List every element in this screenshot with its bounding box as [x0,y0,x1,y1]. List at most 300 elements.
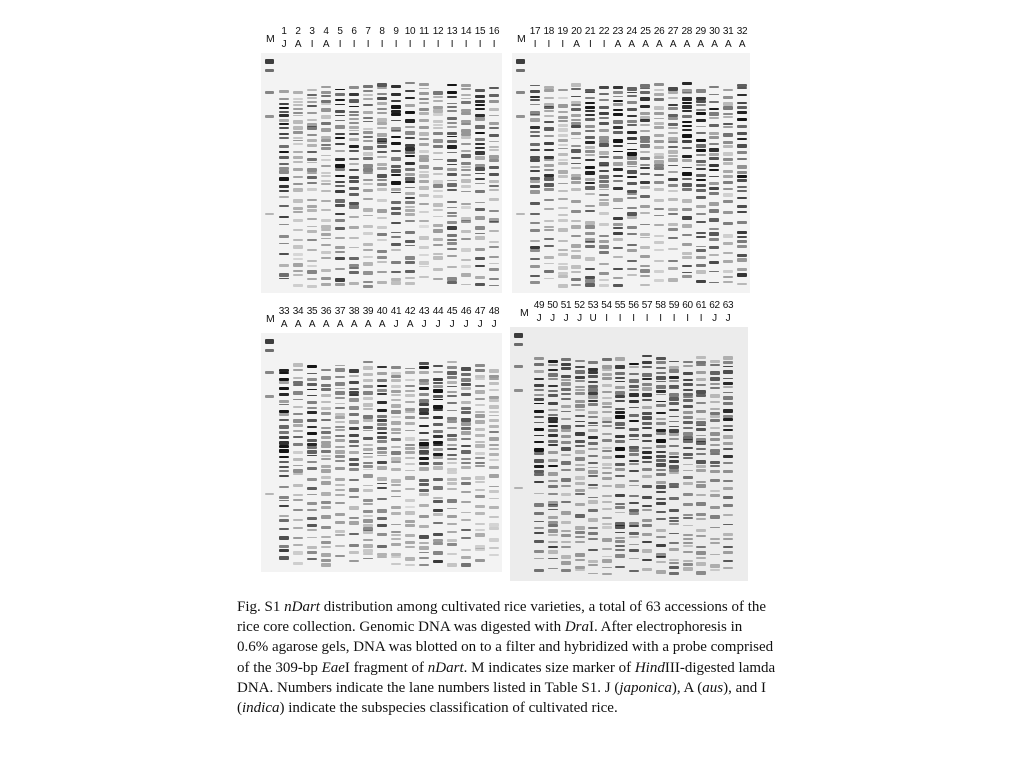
dna-band [558,139,568,142]
dna-band [279,145,289,148]
dna-band [654,279,664,283]
dna-band [737,158,747,160]
dna-band [656,491,666,494]
lane-subspecies: J [577,313,582,324]
dna-band [571,138,581,140]
dna-band [530,249,540,252]
sample-lane [599,53,609,293]
sample-lane [682,53,692,293]
dna-band [475,505,485,509]
dna-band [307,139,317,142]
dna-band [575,531,585,534]
dna-band [585,110,595,112]
dna-band [575,493,585,496]
dna-band [475,283,485,287]
dna-band [654,122,664,125]
dna-band [668,158,678,162]
dna-band [461,273,471,277]
dna-band [640,186,650,189]
dna-band [349,517,359,519]
dna-band [475,481,485,483]
dna-band [723,378,733,380]
dna-band [405,111,415,114]
dna-band [656,485,666,489]
lane-number: 17 [529,26,541,37]
dna-band [475,465,485,467]
dna-band [534,473,544,476]
dna-band [321,190,331,193]
dna-band [391,484,401,486]
dna-band [279,496,289,499]
dna-band [737,245,747,248]
dna-band [696,518,706,520]
dna-band [696,371,706,374]
dna-band [475,495,485,498]
dna-band [737,240,747,242]
dna-band [433,113,443,117]
dna-band [561,429,571,433]
dna-band [447,434,457,436]
dna-band [461,519,471,522]
dna-band [654,235,664,237]
dna-band [682,275,692,278]
dna-band [419,479,429,482]
dna-band [405,192,415,196]
dna-band [561,375,571,378]
dna-band [419,254,429,256]
dna-band [461,238,471,241]
dna-band [656,544,666,546]
dna-band [558,275,568,277]
dna-band [279,264,289,267]
dna-band [293,284,303,288]
dna-band [723,470,733,473]
dna-band [669,456,679,458]
dna-band [461,259,471,261]
dna-band [377,461,387,464]
dna-band [447,361,457,363]
dna-band [475,476,485,480]
dna-band [461,378,471,381]
dna-band [433,513,443,517]
dna-band [683,396,693,398]
lane-subspecies: I [380,39,384,50]
dna-band [349,169,359,171]
dna-band [709,246,719,249]
dna-band [433,399,443,401]
dna-band [489,459,499,461]
sample-lane [668,53,678,293]
dna-band [534,384,544,387]
dna-band [419,467,429,471]
dna-band [447,471,457,474]
dna-band [349,445,359,447]
dna-band [599,143,609,147]
dna-band [391,113,401,116]
dna-band [575,468,585,471]
dna-band [682,134,692,138]
dna-band [627,260,637,262]
dna-band [696,119,706,122]
dna-band [530,131,540,133]
dna-band [640,88,650,90]
sample-lane [391,333,401,572]
dna-band [656,372,666,375]
dna-band [293,168,303,171]
dna-band [307,188,317,191]
dna-band [599,235,609,237]
dna-band [489,159,499,163]
dna-band [571,157,581,159]
dna-band [433,91,443,95]
dna-band [530,143,540,146]
dna-band [279,381,289,383]
dna-band [363,215,373,217]
dna-band [709,132,719,136]
dna-band [530,202,540,206]
dna-band [461,143,471,146]
dna-band [575,366,585,368]
dna-band [599,199,609,201]
dna-band [642,447,652,449]
dna-band [737,111,747,114]
dna-band [391,181,401,185]
dna-band [710,360,720,363]
dna-band [349,375,359,377]
dna-band [447,515,457,518]
dna-band [654,215,664,217]
lane-subspecies: I [464,39,468,50]
dna-band [307,401,317,404]
dna-band [683,493,693,496]
dna-band [279,127,289,129]
dna-band [405,245,415,247]
dna-band [335,99,345,101]
dna-band [335,268,345,270]
dna-band [585,130,595,132]
dna-band [548,541,558,543]
dna-band [723,448,733,450]
dna-band [293,143,303,145]
dna-band [668,184,678,187]
dna-band [419,194,429,198]
dna-band [335,376,345,379]
dna-band [710,542,720,544]
dna-band [613,156,623,160]
dna-band [737,179,747,183]
lane-subspecies: I [338,39,342,50]
dna-band [489,246,499,248]
dna-band [293,451,303,455]
dna-band [349,479,359,482]
dna-band [588,467,598,469]
caption-text: ), and I ( [237,679,767,717]
dna-band [363,430,373,432]
dna-band [475,248,485,251]
dna-band [629,495,639,497]
dna-band [571,177,581,180]
dna-band [335,368,345,371]
dna-band [723,152,733,156]
lane-number: 49 [533,300,545,311]
dna-band [575,425,585,427]
dna-band [461,220,471,223]
dna-band [307,126,317,130]
dna-band [447,159,457,161]
dna-band [561,493,571,496]
dna-band [682,172,692,176]
dna-band [534,448,544,452]
dna-band [405,499,415,502]
lane-subspecies: J [421,319,427,330]
dna-band [321,536,331,538]
dna-band [391,385,401,388]
dna-band [737,138,747,141]
dna-band [683,361,693,364]
marker-lane [265,53,274,293]
dna-band [561,478,571,482]
dna-band [530,190,540,193]
dna-band [335,429,345,431]
marker-band [265,59,274,64]
dna-band [642,366,652,368]
dna-band [544,115,554,117]
dna-band [461,98,471,100]
dna-band [447,248,457,250]
dna-band [363,426,373,429]
dna-band [682,252,692,256]
lane-subspecies: A [322,319,330,330]
dna-band [696,174,706,177]
dna-band [307,529,317,531]
dna-band [377,447,387,450]
dna-band [682,178,692,180]
sample-lane [307,53,317,293]
dna-band [293,229,303,232]
dna-band [293,161,303,163]
dna-band [710,515,720,518]
dna-band [475,236,485,240]
dna-band [447,395,457,398]
dna-band [575,389,585,391]
dna-band [433,551,443,555]
dna-band [475,420,485,424]
dna-band [307,546,317,549]
dna-band [613,139,623,143]
dna-band [654,83,664,85]
dna-band [629,420,639,422]
dna-band [391,438,401,441]
dna-band [696,535,706,537]
dna-band [558,170,568,174]
dna-band [571,96,581,98]
dna-band [391,120,401,122]
dna-band [279,431,289,434]
dna-band [321,515,331,518]
dna-band [461,179,471,183]
dna-band [349,237,359,239]
dna-band [696,428,706,431]
dna-band [489,263,499,265]
dna-band [363,98,373,100]
dna-band [654,241,664,243]
dna-band [489,547,499,549]
dna-band [461,94,471,96]
dna-band [335,530,345,533]
dna-band [489,554,499,556]
dna-band [548,558,558,560]
dna-band [571,210,581,213]
dna-band [391,93,401,97]
dna-band [419,150,429,153]
dna-band [307,478,317,481]
dna-band [683,563,693,566]
dna-band [363,208,373,211]
dna-band [575,541,585,543]
dna-band [447,180,457,182]
dna-band [335,407,345,409]
dna-band [561,534,571,538]
dna-band [279,387,289,391]
dna-band [349,560,359,562]
dna-band [599,112,609,116]
dna-band [349,388,359,390]
dna-band [602,559,612,563]
dna-band [419,546,429,549]
marker-label: M [266,313,275,325]
dna-band [669,572,679,576]
lane-subspecies: I [394,39,398,50]
dna-band [683,379,693,381]
dna-band [558,162,568,165]
dna-band [279,205,289,207]
dna-band [279,163,289,166]
dna-band [683,416,693,420]
dna-band [629,379,639,383]
dna-band [363,453,373,455]
dna-band [475,143,485,145]
dna-band [575,421,585,423]
dna-band [433,371,443,373]
lane-number: 26 [653,26,665,37]
dna-band [349,521,359,525]
dna-band [613,120,623,124]
dna-band [321,86,331,88]
dna-band [391,461,401,463]
dna-band [571,235,581,237]
dna-band [737,144,747,148]
dna-band [405,173,415,177]
lane-subspecies: J [449,319,455,330]
dna-band [335,545,345,547]
dna-band [405,197,415,199]
dna-band [447,110,457,112]
dna-band [321,115,331,119]
dna-band [279,273,289,277]
dna-band [627,197,637,199]
lane-number: 43 [418,306,430,317]
dna-band [585,114,595,116]
dna-band [599,151,609,155]
dna-band [585,186,595,190]
dna-band [489,516,499,518]
dna-band [558,175,568,178]
dna-band [461,387,471,390]
sample-lane [544,53,554,293]
dna-band [588,361,598,364]
lane-number: 25 [640,26,651,37]
dna-band [709,202,719,206]
dna-band [575,380,585,382]
dna-band [433,253,443,255]
dna-band [279,111,289,113]
dna-band [377,366,387,368]
dna-band [682,183,692,187]
dna-band [709,164,719,167]
sample-lane [656,327,666,581]
dna-band [447,168,457,171]
dna-band [461,482,471,485]
dna-band [599,279,609,281]
dna-band [571,149,581,153]
dna-band [588,436,598,439]
dna-band [696,494,706,496]
dna-band [602,573,612,576]
dna-band [307,285,317,288]
dna-band [575,536,585,538]
dna-band [696,168,706,170]
dna-band [534,363,544,366]
dna-band [363,444,373,446]
dna-band [558,97,568,99]
dna-band [642,440,652,442]
dna-band [489,146,499,149]
dna-band [475,452,485,455]
dna-band [335,115,345,117]
dna-band [391,421,401,425]
marker-band [514,389,523,392]
dna-band [279,466,289,469]
dna-band [599,184,609,188]
dna-band [377,122,387,126]
dna-band [530,114,540,116]
dna-band [447,226,457,230]
sample-lane [723,327,733,581]
lane-number: 20 [571,26,582,37]
dna-band [696,149,706,153]
dna-band [615,455,625,458]
dna-band [723,361,733,365]
dna-band [475,104,485,106]
dna-band [561,555,571,558]
dna-band [571,181,581,184]
dna-band [363,373,373,376]
dna-band [433,378,443,381]
dna-band [461,458,471,460]
dna-band [377,432,387,434]
dna-band [349,138,359,141]
dna-band [405,463,415,466]
dna-band [433,500,443,503]
dna-band [279,404,289,406]
dna-band [534,540,544,544]
dna-band [293,263,303,267]
lane-number: 5 [337,26,343,37]
dna-band [548,546,558,548]
dna-band [585,154,595,156]
dna-band [723,392,733,394]
dna-band [321,559,331,562]
